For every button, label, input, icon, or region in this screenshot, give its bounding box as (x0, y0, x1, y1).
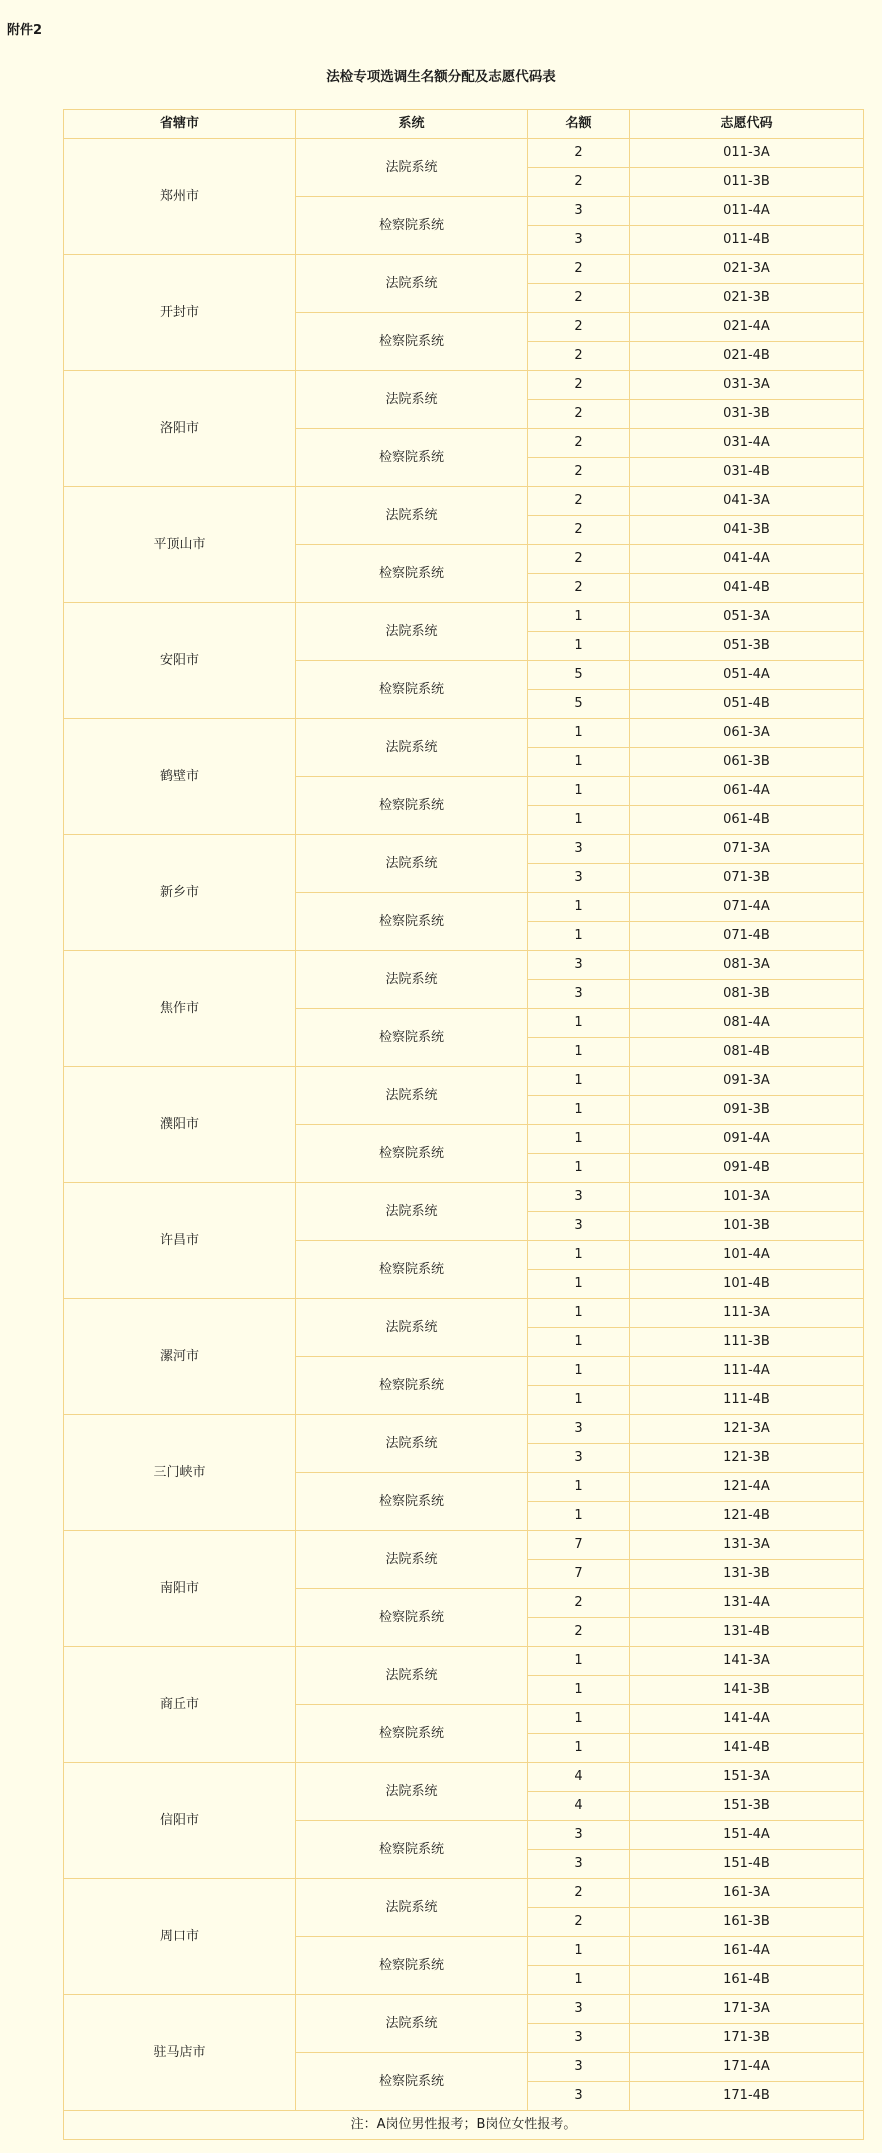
system-cell: 法院系统 (296, 255, 528, 313)
code-cell: 071-4A (630, 893, 864, 922)
header-city: 省辖市 (64, 110, 296, 139)
system-cell: 法院系统 (296, 835, 528, 893)
table-row (64, 487, 864, 516)
system-cell: 法院系统 (296, 603, 528, 661)
header-code: 志愿代码 (630, 110, 864, 139)
code-cell: 121-4B (630, 1502, 864, 1531)
system-cell: 检察院系统 (296, 1125, 528, 1183)
quota-cell: 3 (528, 1183, 630, 1212)
code-cell: 081-3A (630, 951, 864, 980)
code-cell: 041-4B (630, 574, 864, 603)
table-row (64, 603, 864, 632)
code-cell: 041-3B (630, 516, 864, 545)
quota-cell: 1 (528, 1502, 630, 1531)
table-row (64, 1879, 864, 1908)
code-cell: 021-4A (630, 313, 864, 342)
quota-cell: 1 (528, 1154, 630, 1183)
quota-cell: 4 (528, 1792, 630, 1821)
code-cell: 071-3B (630, 864, 864, 893)
system-cell: 检察院系统 (296, 661, 528, 719)
quota-cell: 1 (528, 1357, 630, 1386)
quota-cell: 3 (528, 2053, 630, 2082)
code-cell: 021-3A (630, 255, 864, 284)
system-cell: 法院系统 (296, 487, 528, 545)
table-row (64, 1995, 864, 2024)
code-cell: 131-4A (630, 1589, 864, 1618)
table-row (64, 1763, 864, 1792)
system-cell: 检察院系统 (296, 1241, 528, 1299)
table-row (64, 1183, 864, 1212)
city-cell: 许昌市 (64, 1183, 296, 1299)
code-cell: 081-4B (630, 1038, 864, 1067)
code-cell: 171-4A (630, 2053, 864, 2082)
quota-cell: 1 (528, 1038, 630, 1067)
code-cell: 101-4B (630, 1270, 864, 1299)
city-cell: 商丘市 (64, 1647, 296, 1763)
code-cell: 031-3B (630, 400, 864, 429)
code-cell: 101-3A (630, 1183, 864, 1212)
system-cell: 检察院系统 (296, 893, 528, 951)
quota-cell: 2 (528, 516, 630, 545)
code-cell: 071-4B (630, 922, 864, 951)
table-row (64, 1647, 864, 1676)
system-cell: 检察院系统 (296, 545, 528, 603)
code-cell: 061-3B (630, 748, 864, 777)
system-cell: 法院系统 (296, 139, 528, 197)
code-cell: 011-3A (630, 139, 864, 168)
table-row (64, 1299, 864, 1328)
system-cell: 法院系统 (296, 719, 528, 777)
code-cell: 041-3A (630, 487, 864, 516)
table-row (64, 719, 864, 748)
city-cell: 洛阳市 (64, 371, 296, 487)
quota-cell: 3 (528, 1850, 630, 1879)
system-cell: 法院系统 (296, 1763, 528, 1821)
quota-cell: 1 (528, 748, 630, 777)
code-cell: 111-3A (630, 1299, 864, 1328)
quota-cell: 3 (528, 951, 630, 980)
code-cell: 021-4B (630, 342, 864, 371)
code-cell: 051-4B (630, 690, 864, 719)
code-cell: 041-4A (630, 545, 864, 574)
city-cell: 平顶山市 (64, 487, 296, 603)
quota-cell: 2 (528, 458, 630, 487)
quota-cell: 1 (528, 1125, 630, 1154)
code-cell: 121-4A (630, 1473, 864, 1502)
header-system: 系统 (296, 110, 528, 139)
system-cell: 检察院系统 (296, 1357, 528, 1415)
quota-cell: 1 (528, 1096, 630, 1125)
quota-cell: 2 (528, 545, 630, 574)
code-cell: 031-4B (630, 458, 864, 487)
page-title: 法检专项选调生名额分配及志愿代码表 (326, 69, 556, 85)
table-row (64, 371, 864, 400)
quota-cell: 4 (528, 1763, 630, 1792)
system-cell: 检察院系统 (296, 429, 528, 487)
quota-cell: 1 (528, 806, 630, 835)
quota-cell: 3 (528, 1212, 630, 1241)
quota-cell: 2 (528, 255, 630, 284)
city-cell: 南阳市 (64, 1531, 296, 1647)
quota-cell: 3 (528, 1995, 630, 2024)
table-row (64, 1415, 864, 1444)
quota-cell: 2 (528, 284, 630, 313)
city-cell: 信阳市 (64, 1763, 296, 1879)
system-cell: 法院系统 (296, 951, 528, 1009)
city-cell: 周口市 (64, 1879, 296, 1995)
code-cell: 161-4B (630, 1966, 864, 1995)
quota-cell: 1 (528, 1966, 630, 1995)
code-cell: 061-4B (630, 806, 864, 835)
table-row (64, 255, 864, 284)
quota-cell: 1 (528, 1937, 630, 1966)
header-quota: 名额 (528, 110, 630, 139)
quota-cell: 3 (528, 197, 630, 226)
quota-cell: 2 (528, 342, 630, 371)
quota-cell: 2 (528, 1618, 630, 1647)
system-cell: 法院系统 (296, 1995, 528, 2053)
system-cell: 检察院系统 (296, 2053, 528, 2111)
code-cell: 091-4A (630, 1125, 864, 1154)
code-cell: 061-3A (630, 719, 864, 748)
system-cell: 法院系统 (296, 1531, 528, 1589)
quota-cell: 5 (528, 661, 630, 690)
quota-cell: 3 (528, 1444, 630, 1473)
system-cell: 检察院系统 (296, 1009, 528, 1067)
system-cell: 法院系统 (296, 371, 528, 429)
code-cell: 131-3A (630, 1531, 864, 1560)
code-cell: 051-4A (630, 661, 864, 690)
quota-cell: 3 (528, 2024, 630, 2053)
code-cell: 091-4B (630, 1154, 864, 1183)
code-cell: 101-4A (630, 1241, 864, 1270)
table-row (64, 139, 864, 168)
code-cell: 121-3A (630, 1415, 864, 1444)
city-cell: 三门峡市 (64, 1415, 296, 1531)
quota-cell: 1 (528, 1647, 630, 1676)
system-cell: 检察院系统 (296, 1937, 528, 1995)
code-cell: 161-4A (630, 1937, 864, 1966)
code-cell: 171-3A (630, 1995, 864, 2024)
quota-cell: 7 (528, 1531, 630, 1560)
city-cell: 漯河市 (64, 1299, 296, 1415)
quota-cell: 1 (528, 1386, 630, 1415)
quota-cell: 1 (528, 1734, 630, 1763)
code-cell: 151-3A (630, 1763, 864, 1792)
quota-cell: 2 (528, 1589, 630, 1618)
code-cell: 011-4B (630, 226, 864, 255)
quota-cell: 1 (528, 893, 630, 922)
city-cell: 新乡市 (64, 835, 296, 951)
code-cell: 141-3A (630, 1647, 864, 1676)
system-cell: 法院系统 (296, 1879, 528, 1937)
code-cell: 081-3B (630, 980, 864, 1009)
table-row (64, 1067, 864, 1096)
code-cell: 111-3B (630, 1328, 864, 1357)
note-row (64, 2111, 864, 2140)
code-cell: 091-3B (630, 1096, 864, 1125)
quota-cell: 2 (528, 400, 630, 429)
quota-cell: 1 (528, 1009, 630, 1038)
quota-cell: 2 (528, 168, 630, 197)
quota-cell: 1 (528, 1067, 630, 1096)
table-row (64, 951, 864, 980)
code-cell: 161-3B (630, 1908, 864, 1937)
code-cell: 011-3B (630, 168, 864, 197)
quota-cell: 1 (528, 719, 630, 748)
table-row (64, 1531, 864, 1560)
quota-cell: 1 (528, 922, 630, 951)
quota-cell: 2 (528, 1908, 630, 1937)
system-cell: 检察院系统 (296, 1589, 528, 1647)
code-cell: 101-3B (630, 1212, 864, 1241)
quota-cell: 1 (528, 777, 630, 806)
city-cell: 郑州市 (64, 139, 296, 255)
quota-table (63, 109, 864, 2140)
quota-cell: 2 (528, 574, 630, 603)
city-cell: 驻马店市 (64, 1995, 296, 2111)
quota-cell: 3 (528, 1415, 630, 1444)
code-cell: 131-3B (630, 1560, 864, 1589)
quota-cell: 1 (528, 1676, 630, 1705)
city-cell: 鹤壁市 (64, 719, 296, 835)
quota-cell: 1 (528, 632, 630, 661)
table-body (64, 139, 864, 2111)
code-cell: 051-3A (630, 603, 864, 632)
quota-cell: 2 (528, 1879, 630, 1908)
system-cell: 法院系统 (296, 1183, 528, 1241)
city-cell: 濮阳市 (64, 1067, 296, 1183)
quota-cell: 5 (528, 690, 630, 719)
system-cell: 检察院系统 (296, 1705, 528, 1763)
quota-cell: 1 (528, 1299, 630, 1328)
code-cell: 111-4B (630, 1386, 864, 1415)
code-cell: 151-4B (630, 1850, 864, 1879)
quota-cell: 1 (528, 1473, 630, 1502)
code-cell: 141-3B (630, 1676, 864, 1705)
quota-cell: 3 (528, 980, 630, 1009)
code-cell: 051-3B (630, 632, 864, 661)
quota-cell: 3 (528, 1821, 630, 1850)
attachment-label: 附件2 (7, 23, 43, 38)
code-cell: 151-3B (630, 1792, 864, 1821)
quota-cell: 1 (528, 1270, 630, 1299)
code-cell: 081-4A (630, 1009, 864, 1038)
system-cell: 检察院系统 (296, 197, 528, 255)
code-cell: 171-3B (630, 2024, 864, 2053)
system-cell: 检察院系统 (296, 313, 528, 371)
quota-cell: 3 (528, 226, 630, 255)
system-cell: 法院系统 (296, 1067, 528, 1125)
system-cell: 法院系统 (296, 1415, 528, 1473)
quota-cell: 7 (528, 1560, 630, 1589)
quota-cell: 2 (528, 313, 630, 342)
code-cell: 131-4B (630, 1618, 864, 1647)
table-row (64, 835, 864, 864)
code-cell: 031-4A (630, 429, 864, 458)
code-cell: 061-4A (630, 777, 864, 806)
code-cell: 011-4A (630, 197, 864, 226)
code-cell: 021-3B (630, 284, 864, 313)
code-cell: 121-3B (630, 1444, 864, 1473)
quota-cell: 3 (528, 864, 630, 893)
quota-cell: 3 (528, 2082, 630, 2111)
code-cell: 031-3A (630, 371, 864, 400)
code-cell: 091-3A (630, 1067, 864, 1096)
code-cell: 111-4A (630, 1357, 864, 1386)
quota-cell: 1 (528, 1328, 630, 1357)
system-cell: 检察院系统 (296, 1473, 528, 1531)
system-cell: 检察院系统 (296, 777, 528, 835)
quota-cell: 2 (528, 371, 630, 400)
code-cell: 161-3A (630, 1879, 864, 1908)
table-note: 注：A岗位男性报考；B岗位女性报考。 (64, 2111, 864, 2140)
quota-cell: 1 (528, 603, 630, 632)
code-cell: 071-3A (630, 835, 864, 864)
city-cell: 焦作市 (64, 951, 296, 1067)
code-cell: 141-4A (630, 1705, 864, 1734)
quota-cell: 2 (528, 139, 630, 168)
city-cell: 开封市 (64, 255, 296, 371)
system-cell: 法院系统 (296, 1299, 528, 1357)
code-cell: 171-4B (630, 2082, 864, 2111)
quota-cell: 1 (528, 1241, 630, 1270)
quota-cell: 2 (528, 487, 630, 516)
quota-cell: 2 (528, 429, 630, 458)
table-header-row (64, 110, 864, 139)
system-cell: 法院系统 (296, 1647, 528, 1705)
quota-cell: 3 (528, 835, 630, 864)
quota-cell: 1 (528, 1705, 630, 1734)
code-cell: 151-4A (630, 1821, 864, 1850)
city-cell: 安阳市 (64, 603, 296, 719)
system-cell: 检察院系统 (296, 1821, 528, 1879)
code-cell: 141-4B (630, 1734, 864, 1763)
